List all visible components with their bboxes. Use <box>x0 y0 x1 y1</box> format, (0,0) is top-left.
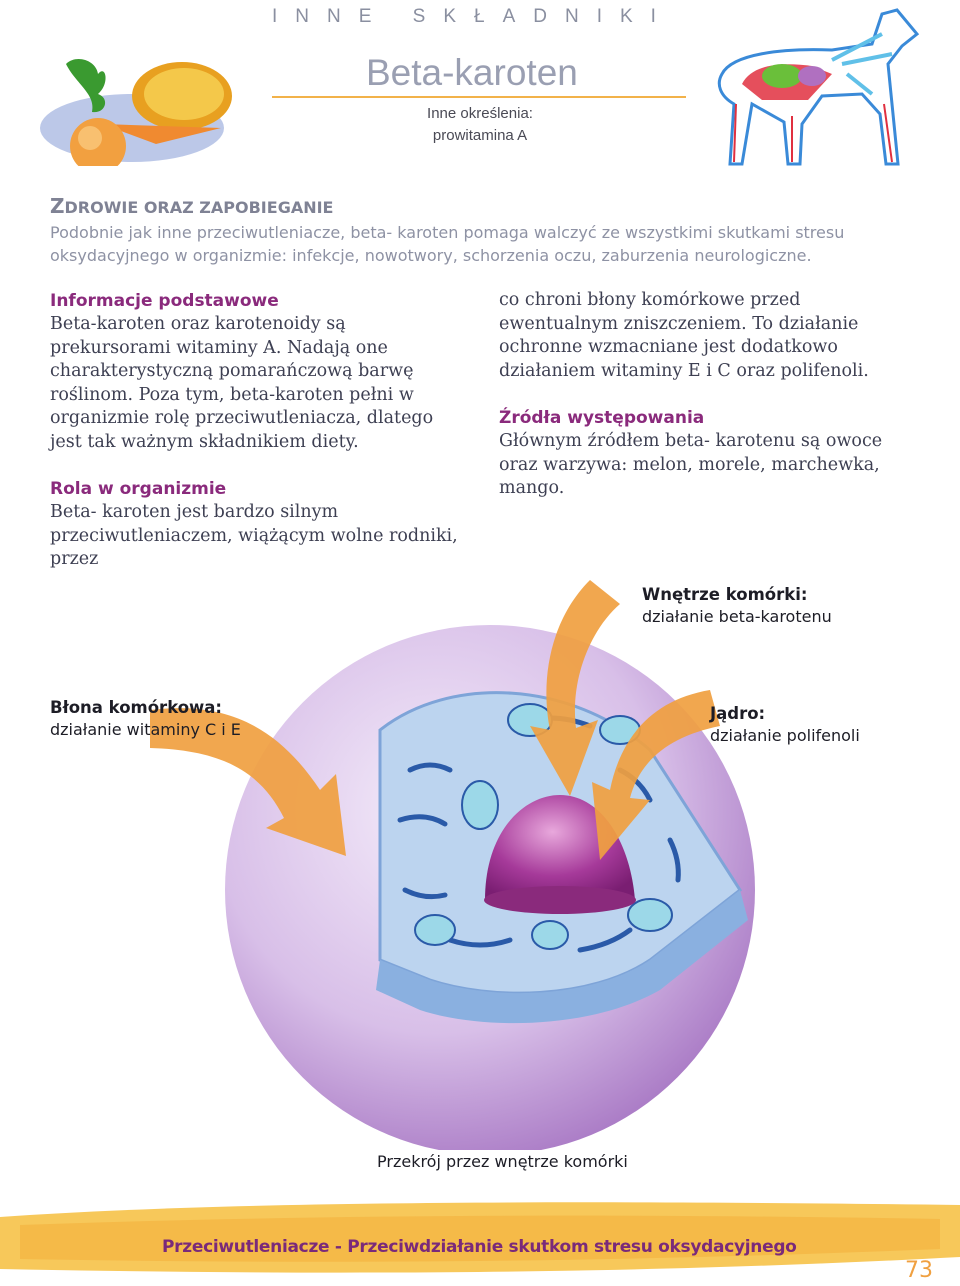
cell-cross-section-diagram <box>150 560 830 1150</box>
basic-heading: Informacje podstawowe <box>50 291 279 311</box>
label-cell-interior <box>642 584 832 628</box>
role-text-part1: Beta- karoten jest bardzo silnym przeciwutleniaczem, wiążącym wolne rodniki, przez <box>50 502 458 569</box>
label-cell-interior-title: Wnętrze komórki: <box>642 585 808 604</box>
alias-label: Inne określenia: <box>427 105 533 122</box>
basic-text: Beta-karoten oraz karotenoidy są prekursorami witaminy A. Nadają one charakterystyczną pomarańczową barwę roślinom. Poza tym, beta-karoten pełni w organizmie rolę przeciwutleniacza, dlatego jest tak ważnym składnikiem diety. <box>50 314 434 452</box>
alias-value: prowitamina A <box>432 127 528 144</box>
label-cell-membrane <box>50 697 241 741</box>
label-cell-membrane-text: działanie witaminy C i E <box>50 720 241 739</box>
health-heading-rest: DROWIE ORAZ ZAPOBIEGANIE <box>64 198 334 217</box>
fruit-vegetable-illustration <box>36 54 232 166</box>
health-heading-cap: Z <box>50 194 65 218</box>
sources-heading: Źródła występowania <box>499 408 705 428</box>
label-cell-interior-text: działanie beta-karotenu <box>642 607 832 626</box>
section-category: INNE SKŁADNIKI <box>272 6 674 27</box>
health-text: Podobnie jak inne przeciwutleniacze, beta- karoten pomaga walczyć ze wszystkimi skutkami stresu oksydacyjnego w organizmie: infekcje, nowotwory, schorzenia oczu, zaburzenia neurologiczne. <box>50 223 845 265</box>
health-heading <box>50 194 333 218</box>
nucleus-base <box>484 886 636 914</box>
title-underline <box>272 96 686 98</box>
footer-title: Przeciwutleniacze - Przeciwdziałanie skutkom stresu oksydacyjnego <box>162 1237 797 1257</box>
dog-anatomy-illustration <box>712 4 922 174</box>
role-heading: Rola w organizmie <box>50 479 227 499</box>
diagram-caption: Przekrój przez wnętrze komórki <box>377 1152 628 1171</box>
role-text-part2: co chroni błony komórkowe przed ewentualnym zniszczeniem. To działanie ochronne wzmacniane jest dodatkowo działaniem witaminy E i C oraz polifenoli. <box>499 290 869 381</box>
label-nucleus-title: Jądro: <box>710 704 766 723</box>
alias-block <box>380 103 580 147</box>
sources-text: Głównym źródłem beta- karotenu są owoce oraz warzywa: melon, morele, marchewka, mango. <box>499 431 883 498</box>
label-cell-membrane-title: Błona komórkowa: <box>50 698 223 717</box>
left-column <box>50 289 470 595</box>
page-number: 73 <box>905 1258 933 1283</box>
label-nucleus-text: działanie polifenoli <box>710 726 860 745</box>
right-column <box>499 289 919 524</box>
page-title: Beta-karoten <box>366 52 578 93</box>
label-nucleus <box>710 703 860 747</box>
